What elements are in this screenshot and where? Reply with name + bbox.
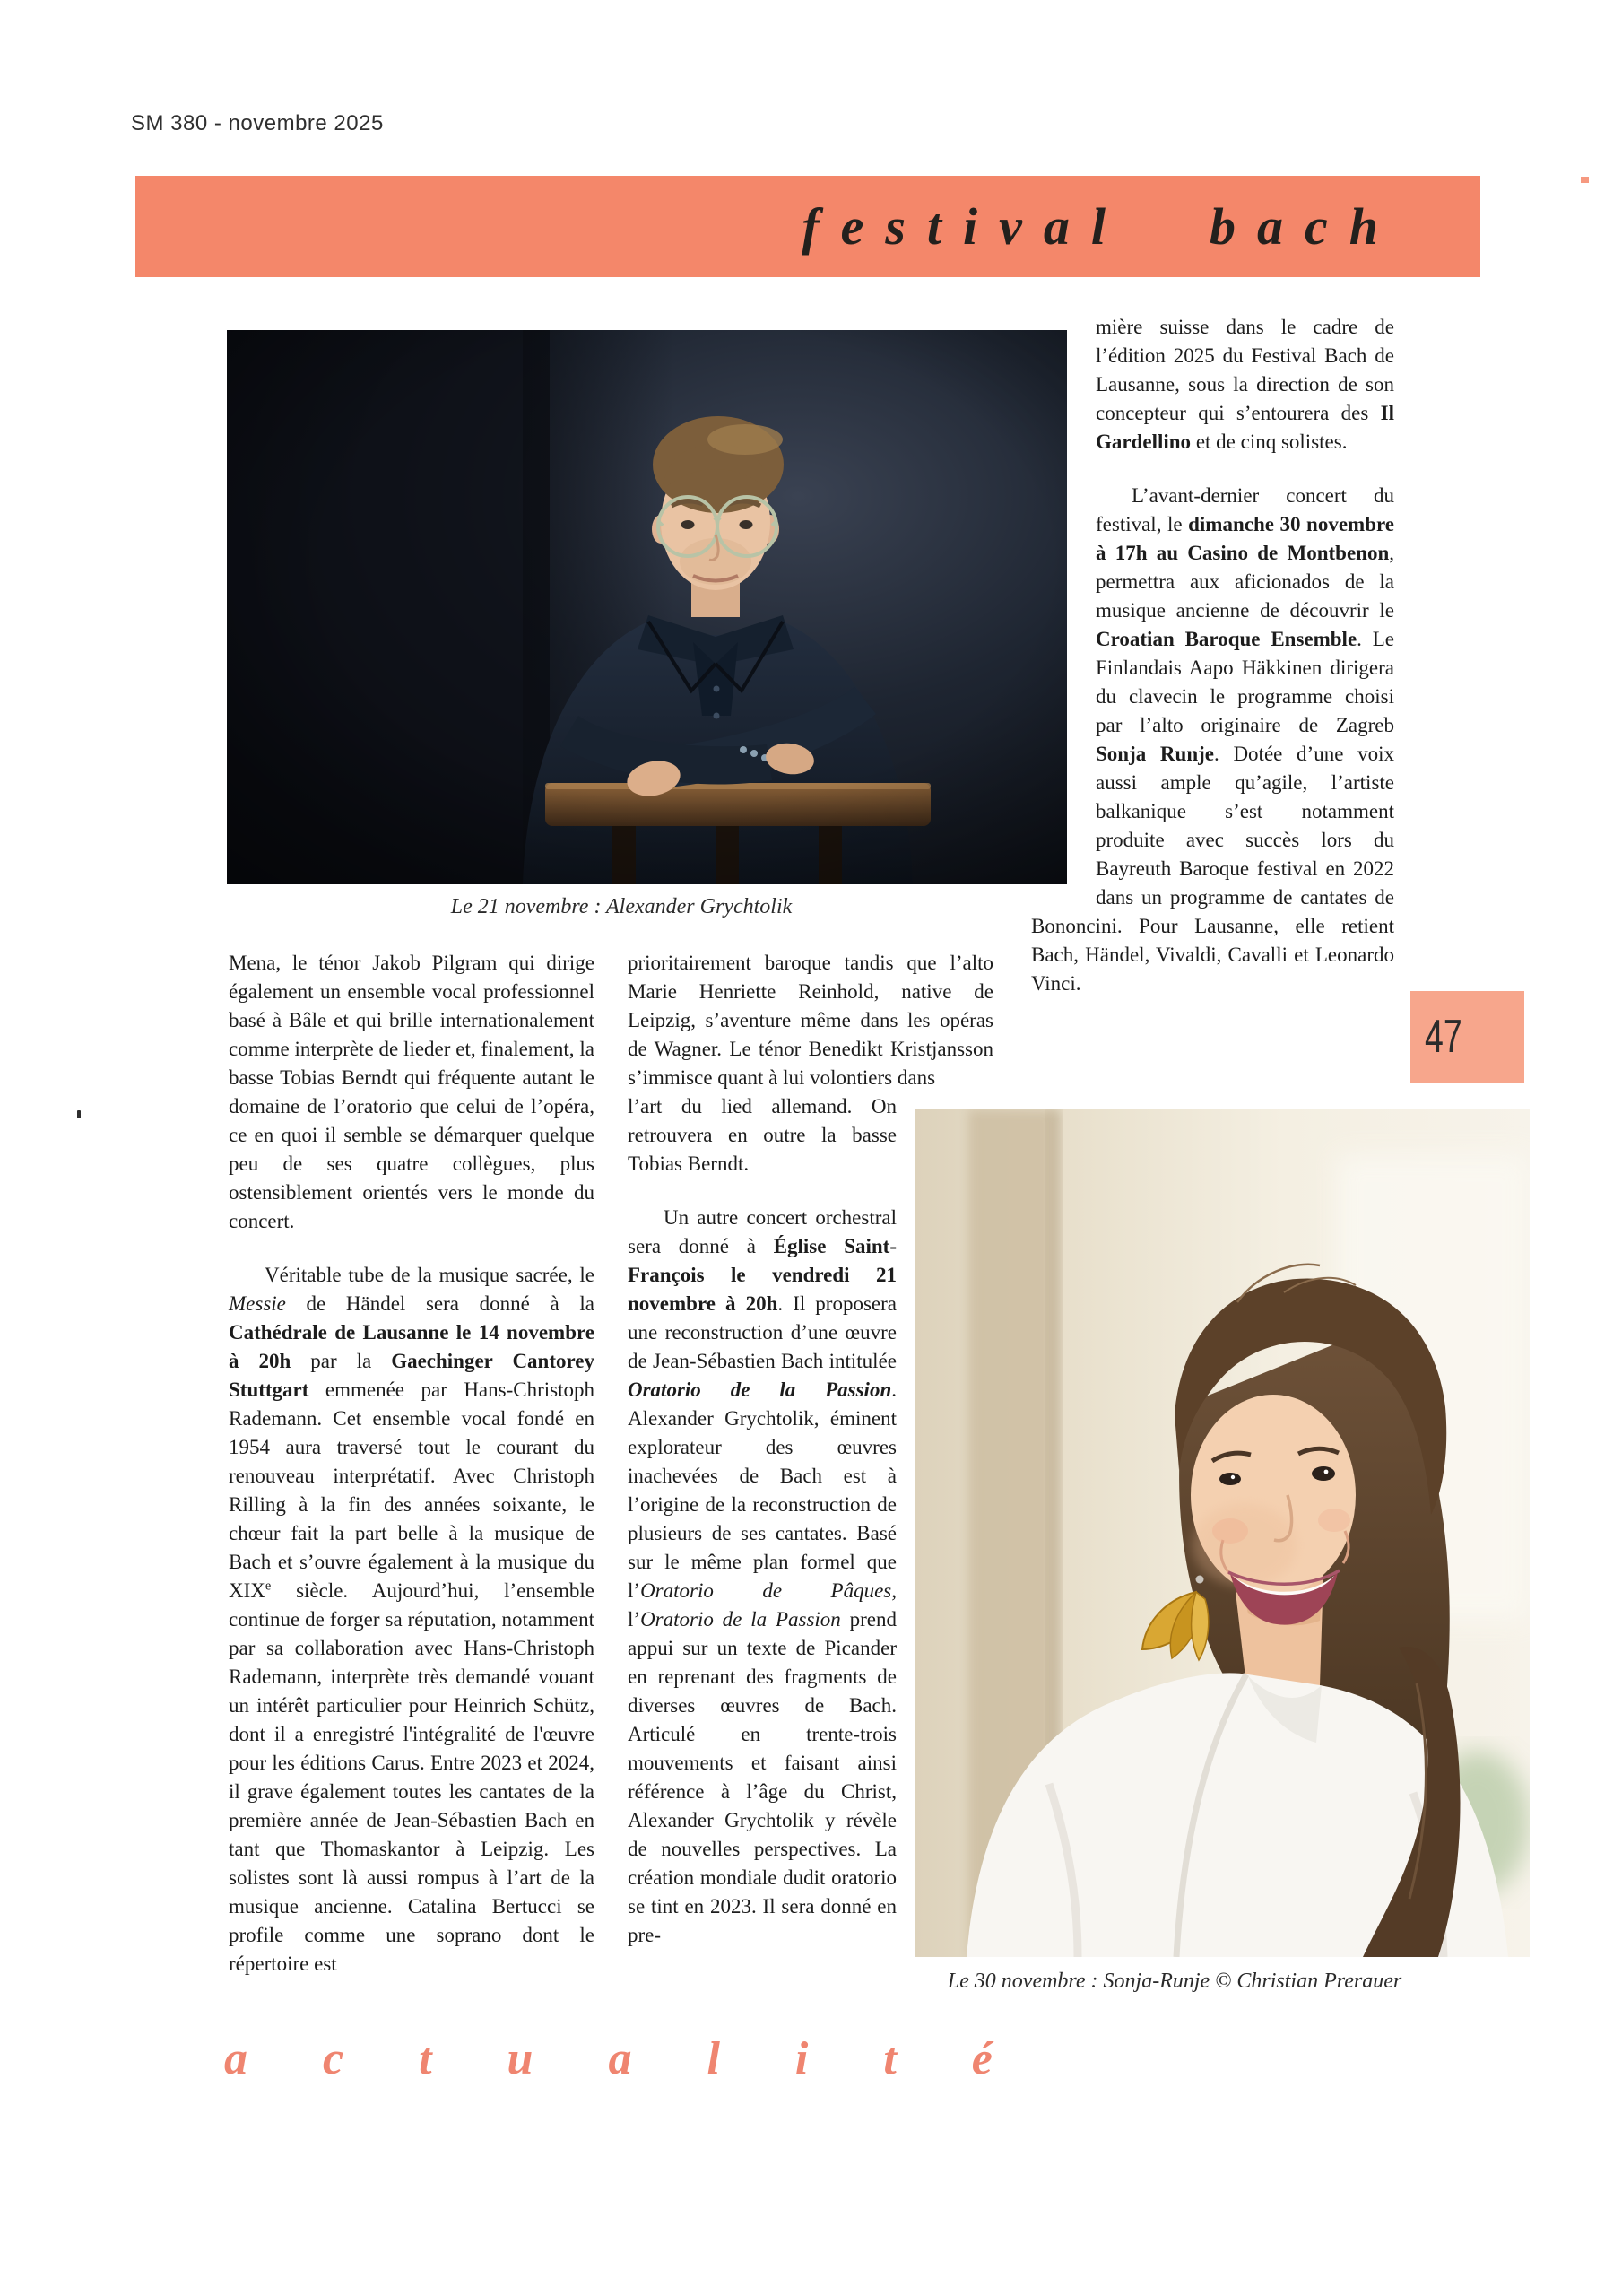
- page-number: 47: [1425, 1011, 1462, 1063]
- paragraph: L’avant-dernier concert du festival, le dimanche 30 novembre à 17h au Casino de Montbenon, permettra aux aficionados de la musique ancienne de découvrir le Croatian Baroque Ensemble. Le Finlandais Aapo Häkkinen dirigera du clavecin le programme choisi par l’alto originaire de Zagreb Sonja Runje. Dotée d’une voix aussi ample qu’agile, l’artiste balkanique s’est notamment produite avec succès lors du Bayreuth Baroque festival en 2022 dans un programme de cantates de Bononcini. Pour Lausanne, elle retient Bach, Händel, Vivaldi, Cavalli et Leonardo Vinci.: [1031, 484, 1394, 995]
- ink-speck: [77, 1110, 81, 1118]
- photo1-caption: Le 21 novembre : Alexander Grychtolik: [450, 895, 793, 918]
- section-footer: actualité: [224, 2033, 1068, 2084]
- article-column-left: [229, 949, 594, 2004]
- photo1-text-wrap-spacer: [1031, 313, 1096, 895]
- section-banner: [135, 176, 1480, 277]
- paragraph: Un autre concert orchestral sera donné à Église Saint-François le vendredi 21 novembre à 20h. Il proposera une reconstruction d’une œuvre de Jean-Sébastien Bach intitulée Oratorio de la Passion. Alexander Grychtolik, éminent explorateur des œuvres inachevées de Bach est à l’origine de la reconstruction de plusieurs de ses cantates. Basé sur le même plan formel que l’Oratorio de Pâques, l’Oratorio de la Passion prend appui sur un texte de Picander en reprenant des fragments de diverses œuvres de Bach. Articulé en trente-trois mouvements et faisant ainsi référence à l’âge du Christ, Alexander Grychtolik y révèle de nouvelles perspectives. La création mondiale dudit oratorio se tint en 2023. Il sera donné en pre-: [628, 1206, 897, 1946]
- page-number-tab: [1410, 991, 1524, 1083]
- photo-sonja-runje: [915, 1109, 1530, 1957]
- paragraph: Mena, le ténor Jakob Pilgram qui dirige également un ensemble vocal professionnel basé à Bâle et qui brille internationalement comme interprète de lieder et, finalement, la basse Tobias Berndt qui fréquente autant le domaine de l’oratorio que celui de l’opéra, ce en quoi il semble se démarquer quelque peu de ses quatre collègues, plus ostensiblement orientés vers le monde du concert.: [229, 952, 594, 1232]
- paragraph: l’art du lied allemand. On retrouvera en outre la basse Tobias Berndt.: [628, 1095, 897, 1175]
- banner-word-bach: bach: [1210, 197, 1400, 256]
- paragraph: Véritable tube de la musique sacrée, le Messie de Händel sera donné à la Cathédrale de Lausanne le 14 novembre à 20h par la Gaechinger Cantorey Stuttgart emmenée par Hans-Christoph Rademann. Cet ensemble vocal fondé en 1954 aura traversé tout le courant du renouveau interprétatif. Avec Christoph Rilling à la fin des années soixante, le chœur fait la part belle à la musique de Bach et s’ouvre également à la musique du XIXe siècle. Aujourd’hui, l’ensemble continue de forger sa réputation, notamment par sa collaboration avec Hans-Christoph Rademann, interprète très demandé vouant un intérêt particulier pour Heinrich Schütz, dont il a enregistré l'intégralité de l'œuvre pour les éditions Carus. Entre 2023 et 2024, il grave également toutes les cantates de la première année de Jean-Sébastien Bach en tant que Thomaskantor à Leipzig. Les solistes sont là aussi rompus à l’art de la musique ancienne. Catalina Bertucci se profile comme une soprano dont le répertoire est: [229, 1264, 595, 1975]
- article-column-right: [1031, 313, 1394, 1023]
- page-folio: SM 380 - novembre 2025: [131, 111, 384, 135]
- paragraph: prioritairement baroque tandis que l’alto Marie Henriette Reinhold, native de Leipzig, s’aventure même dans les opéras de Wagner. Le ténor Benedikt Kristjansson s’immisce quant à lui volontiers dans: [628, 952, 993, 1089]
- photo2-caption: Le 30 novembre : Sonja-Runje © Christian Prerauer: [947, 1970, 1402, 1993]
- photo-alexander-grychtolik: [227, 330, 1067, 884]
- paragraph: mière suisse dans le cadre de l’édition 2025 du Festival Bach de Lausanne, sous la direction de son concepteur qui s’entourera des Il Gardellino et de cinq solistes.: [1096, 316, 1394, 453]
- banner-word-festival: festival: [802, 197, 1127, 256]
- print-artifact: [1581, 177, 1589, 183]
